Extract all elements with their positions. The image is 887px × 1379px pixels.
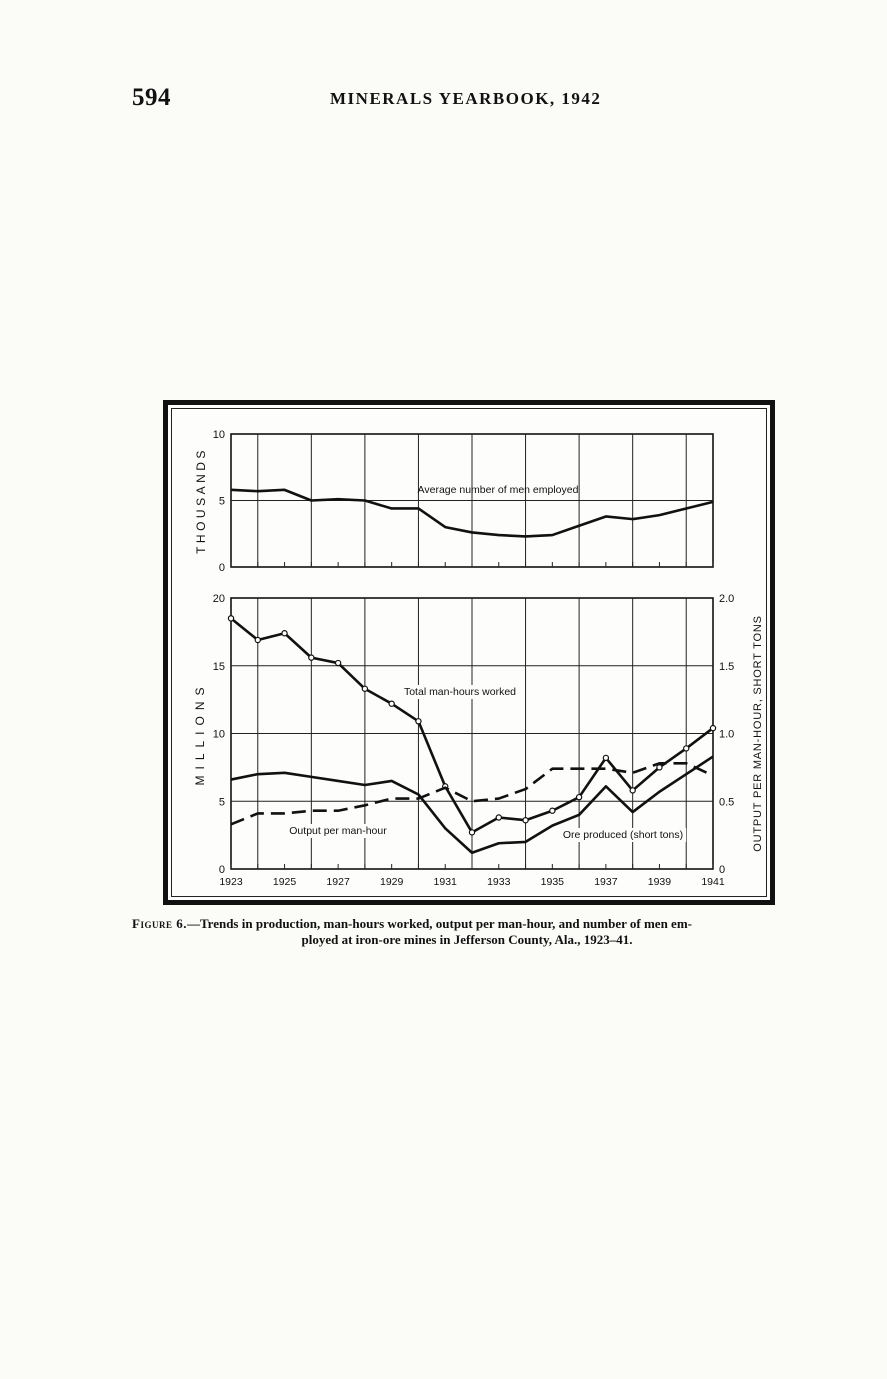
- bottom-y-tick-label-left: 10: [212, 728, 225, 741]
- bottom-y-tick-label-right: 1.5: [719, 660, 735, 673]
- series-marker-total-man-hours: [362, 686, 367, 691]
- bottom-x-tick-label: 1933: [487, 876, 511, 888]
- bottom-x-tick-label: 1929: [379, 876, 404, 888]
- series-marker-total-man-hours: [389, 701, 394, 706]
- series-marker-total-man-hours: [684, 746, 689, 751]
- series-marker-total-man-hours: [657, 765, 662, 770]
- series-marker-total-man-hours: [603, 755, 608, 760]
- bottom-y-tick-label-left: 5: [218, 796, 225, 809]
- caption-text-line2: ployed at iron-ore mines in Jefferson County, Ala., 1923–41.: [301, 932, 633, 947]
- series-marker-total-man-hours: [550, 808, 555, 813]
- figure-chart: [168, 405, 780, 910]
- bottom-y-tick-label-left: 20: [212, 593, 225, 605]
- series-label-ore-produced: Ore produced (short tons): [562, 829, 684, 841]
- bottom-y-tick-label-right: 0: [719, 864, 726, 876]
- series-marker-total-man-hours: [416, 719, 421, 724]
- bottom-y-tick-label-left: 15: [212, 660, 225, 673]
- series-marker-total-man-hours: [309, 655, 314, 660]
- page-number: 594: [132, 84, 171, 111]
- top-y-tick-label: 5: [218, 495, 225, 508]
- bottom-x-tick-label: 1931: [433, 876, 457, 888]
- bottom-x-tick-label: 1927: [326, 876, 350, 888]
- series-marker-total-man-hours: [630, 788, 635, 793]
- bottom-x-tick-label: 1939: [647, 876, 672, 888]
- series-label-total-man-hours: Total man-hours worked: [403, 686, 517, 698]
- series-marker-total-man-hours: [228, 616, 233, 621]
- bottom-x-tick-label: 1923: [219, 876, 243, 888]
- bottom-y-tick-label-right: 2.0: [719, 593, 735, 605]
- series-label-men-employed: Average number of men employed: [417, 484, 579, 496]
- series-marker-total-man-hours: [577, 795, 582, 800]
- series-marker-total-man-hours: [496, 815, 501, 820]
- series-marker-total-man-hours: [282, 631, 287, 636]
- top-y-tick-label: 10: [212, 429, 225, 441]
- bottom-y-tick-label-right: 0.5: [719, 796, 735, 809]
- series-label-output-per-man-hour: Output per man-hour: [289, 825, 387, 837]
- series-marker-total-man-hours: [336, 660, 341, 665]
- figure-caption: [132, 916, 802, 948]
- bottom-x-tick-label: 1935: [540, 876, 565, 888]
- running-head: MINERALS YEARBOOK, 1942: [330, 89, 602, 108]
- series-marker-total-man-hours: [523, 818, 528, 823]
- series-marker-total-man-hours: [469, 830, 474, 835]
- bottom-y-tick-label-left: 0: [218, 864, 225, 876]
- bottom-y-axis-label-right: OUTPUT PER MAN-HOUR, SHORT TONS: [752, 615, 764, 852]
- bottom-y-tick-label-right: 1.0: [719, 728, 735, 741]
- series-marker-total-man-hours: [710, 725, 715, 730]
- caption-text-line1: —Trends in production, man-hours worked, output per man-hour, and number of men em-: [186, 916, 692, 931]
- bottom-y-axis-label-left: MILLIONS: [193, 681, 207, 786]
- bottom-x-tick-label: 1941: [701, 876, 725, 888]
- top-y-tick-label: 0: [218, 562, 225, 574]
- bottom-x-tick-label: 1937: [594, 876, 618, 888]
- top-y-axis-label: THOUSANDS: [194, 447, 208, 554]
- bottom-x-tick-label: 1925: [272, 876, 297, 888]
- figure-label: Figure 6.: [132, 916, 187, 931]
- figure-frame: [163, 400, 775, 905]
- series-marker-total-man-hours: [255, 637, 260, 642]
